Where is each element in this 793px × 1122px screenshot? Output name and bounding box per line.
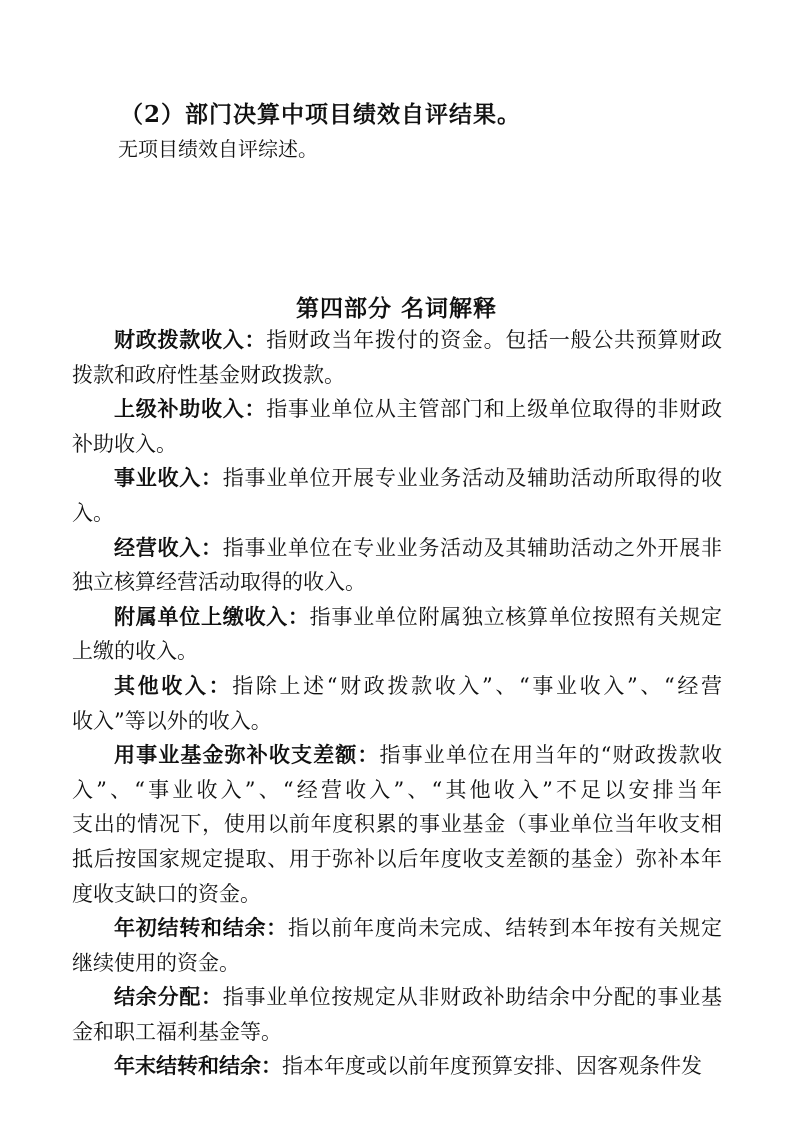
definition-line — [72, 946, 722, 981]
definition-line — [72, 358, 722, 393]
definition-line — [72, 669, 722, 704]
definition-paragraph — [72, 323, 722, 392]
definition-paragraph — [72, 461, 722, 530]
definition-line — [72, 1049, 722, 1084]
definition-term: 附属单位上缴收入： — [114, 603, 310, 629]
definition-term: 事业收入： — [114, 465, 223, 491]
definition-text: 补助收入。 — [72, 431, 177, 456]
definition-text: 指事业单位附属独立核算单位按照有关规定 — [309, 604, 722, 629]
subsection-heading: （2）部门决算中项目绩效自评结果。 — [120, 101, 522, 128]
definition-text: 独立核算经营活动取得的收入。 — [72, 570, 366, 595]
definition-line — [72, 704, 722, 739]
definition-line — [72, 842, 722, 877]
definition-line — [72, 634, 722, 669]
definition-term: 上级补助收入： — [114, 396, 267, 422]
definition-line — [72, 496, 722, 531]
definition-term: 年末结转和结余： — [114, 1053, 282, 1079]
definition-text: 金和职工福利基金等。 — [72, 1019, 282, 1044]
definition-text: 指除上述“财政拨款收入”、“事业收入”、“经营 — [232, 673, 722, 698]
definition-term: 其他收入： — [114, 672, 233, 698]
definition-text: 拨款和政府性基金财政拨款。 — [72, 362, 345, 387]
definition-paragraph — [72, 600, 722, 669]
definition-text: 指以前年度尚未完成、结转到本年按有关规定 — [287, 916, 722, 941]
part-title: 第四部分 名词解释 — [295, 295, 497, 322]
definition-text: 抵后按国家规定提取、用于弥补以后年度收支差额的基金）弥补本年 — [72, 846, 722, 871]
definition-text: 指财政当年拨付的资金。包括一般公共预算财政 — [266, 328, 722, 352]
definition-text: 指事业单位在用当年的“财政拨款收 — [379, 743, 722, 768]
definition-text: 入”、“事业收入”、“经营收入”、“其他收入”不足以安排当年 — [72, 777, 722, 802]
definition-text: 指事业单位从主管部门和上级单位取得的非财政 — [266, 397, 722, 422]
definition-text: 指事业单位在专业业务活动及其辅助活动之外开展非 — [222, 535, 722, 560]
definition-term: 经营收入： — [114, 534, 223, 560]
definition-line — [72, 980, 722, 1015]
definition-text: 度收支缺口的资金。 — [72, 881, 261, 906]
definition-text: 指事业单位开展专业业务活动及辅助活动所取得的收 — [222, 466, 722, 491]
definition-text: 收入”等以外的收入。 — [72, 708, 272, 733]
definition-line — [72, 600, 722, 635]
definition-line — [72, 1015, 722, 1050]
definition-line — [72, 427, 722, 462]
definition-term: 用事业基金弥补收支差额： — [114, 742, 380, 768]
definition-paragraph — [72, 531, 722, 600]
definition-paragraph — [72, 1049, 722, 1084]
definition-text: 入。 — [72, 500, 114, 525]
definition-line — [72, 738, 722, 773]
definitions-list — [72, 323, 722, 1084]
subsection-body: 无项目绩效自评综述。 — [118, 137, 318, 161]
definition-paragraph — [72, 669, 722, 738]
definition-paragraph — [72, 980, 722, 1049]
definition-text: 指本年度或以前年度预算安排、因客观条件发 — [282, 1054, 702, 1079]
definition-line — [72, 461, 722, 496]
definition-text: 支出的情况下，使用以前年度积累的事业基金（事业单位当年收支相 — [72, 812, 722, 837]
definition-line — [72, 807, 722, 842]
definition-paragraph — [72, 911, 722, 980]
definition-line — [72, 565, 722, 600]
definition-text: 指事业单位按规定从非财政补助结余中分配的事业基 — [222, 985, 722, 1010]
definition-text: 上缴的收入。 — [72, 639, 198, 664]
definition-line — [72, 877, 722, 912]
definition-line — [72, 911, 722, 946]
definition-paragraph — [72, 392, 722, 461]
definition-line — [72, 773, 722, 808]
definition-line — [72, 531, 722, 566]
definition-line — [72, 323, 722, 358]
definition-paragraph — [72, 738, 722, 911]
definition-line — [72, 392, 722, 427]
definition-term: 结余分配： — [114, 984, 223, 1010]
definition-term: 财政拨款收入： — [114, 327, 267, 352]
definition-text: 继续使用的资金。 — [72, 950, 240, 975]
definition-term: 年初结转和结余： — [114, 915, 288, 941]
